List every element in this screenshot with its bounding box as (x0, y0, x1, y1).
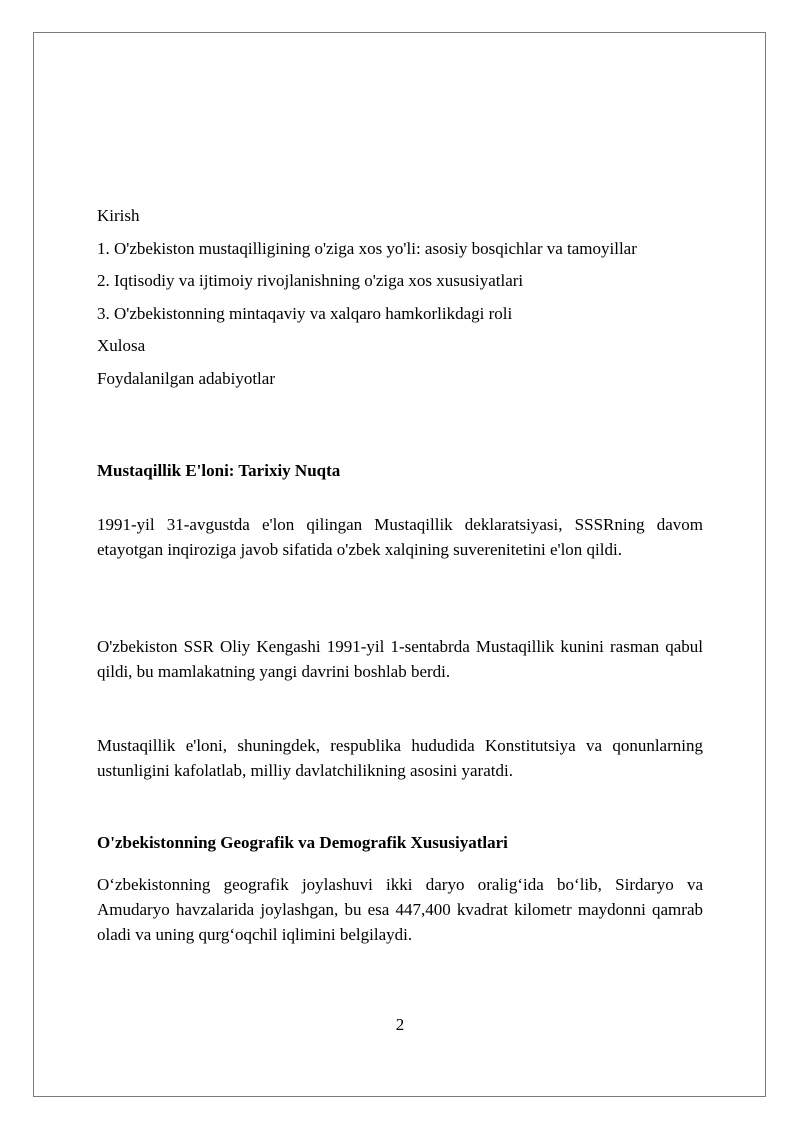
paragraph: O‘zbekistonning geografik joylashuvi ikki daryo oralig‘ida bo‘lib, Sirdaryo va Amudaryo havzalarida joylashgan, bu esa 447,400 kvadrat kilometr maydonni qamrab oladi va uning qurg‘oqchil iqlimini belgilaydi. (97, 875, 703, 944)
toc-item-conclusion: Xulosa (97, 336, 146, 355)
toc-item-introduction: Kirish (97, 206, 140, 225)
paragraph: 1991-yil 31-avgustda e'lon qilingan Mustaqillik deklaratsiyasi, SSSRning davom etayotgan inqiroziga javob sifatida o'zbek xalqining suverenitetini e'lon qildi. (97, 515, 703, 559)
toc-item-chapter-1: 1. O'zbekiston mustaqilligining o'ziga xos yo'li: asosiy bosqichlar va tamoyillar (97, 238, 637, 258)
paragraph: O'zbekiston SSR Oliy Kengashi 1991-yil 1-sentabrda Mustaqillik kunini rasman qabul qildi, bu mamlakatning yangi davrini boshlab berdi. (97, 637, 703, 681)
section-heading-geography: O'zbekistonning Geografik va Demografik Xususiyatlari (97, 833, 508, 852)
section-heading-independence: Mustaqillik E'loni: Tarixiy Nuqta (97, 461, 341, 480)
toc-item-chapter-2: 2. Iqtisodiy va ijtimoiy rivojlanishning o'ziga xos xususiyatlari (97, 271, 524, 290)
paragraph: Mustaqillik e'loni, shuningdek, respublika hududida Konstitutsiya va qonunlarning ustunligini kafolatlab, milliy davlatchilikning asosini yaratdi. (97, 736, 703, 780)
toc-item-chapter-3: 3. O'zbekistonning mintaqaviy va xalqaro hamkorlikdagi roli (97, 303, 513, 323)
page-number: 2 (395, 1015, 405, 1034)
toc-item-references: Foydalanilgan adabiyotlar (97, 368, 275, 388)
table-of-contents (97, 200, 707, 395)
